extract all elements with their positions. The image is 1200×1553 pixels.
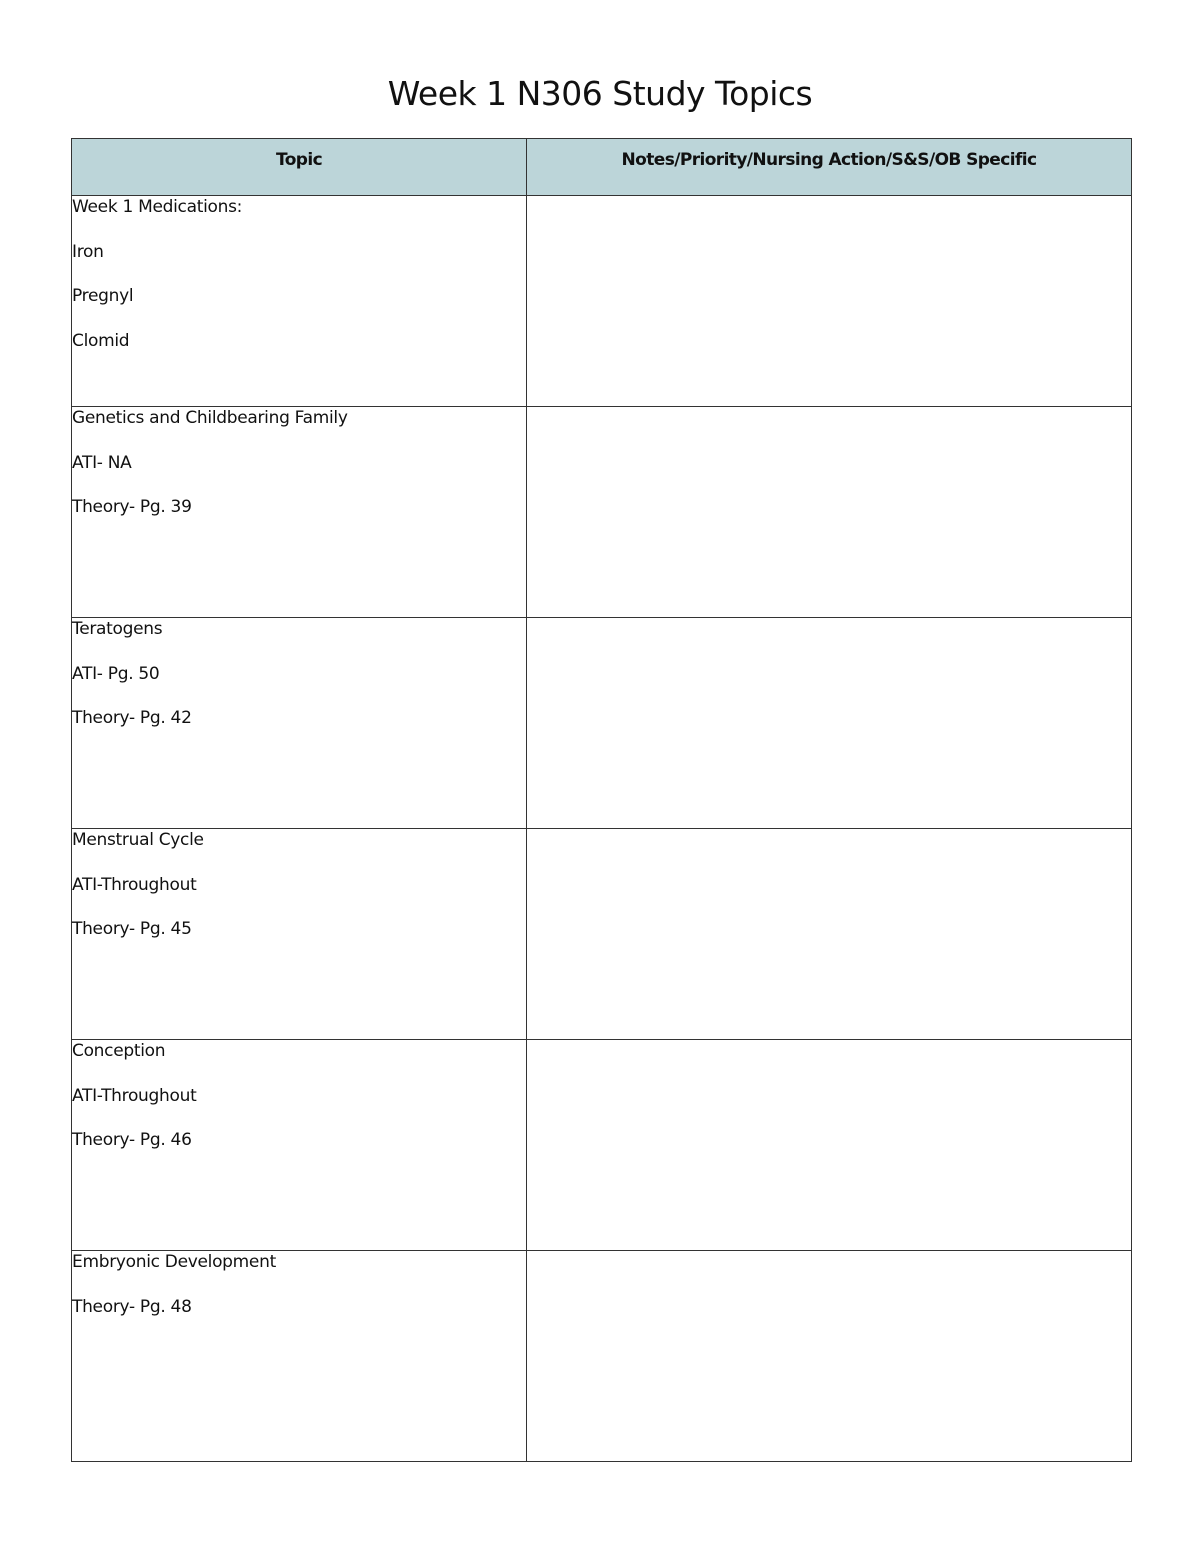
topic-line: Embryonic Development xyxy=(72,1252,276,1272)
topic-line: Teratogens xyxy=(72,619,163,639)
topic-line: Genetics and Childbearing Family xyxy=(72,408,348,428)
notes-column-header: Notes/Priority/Nursing Action/S&S/OB Specific xyxy=(527,139,1132,196)
table-row xyxy=(72,829,1132,1040)
topic-cell xyxy=(72,1251,527,1462)
notes-cell[interactable] xyxy=(527,196,1132,407)
page-title: Week 1 N306 Study Topics xyxy=(387,74,813,113)
table-row xyxy=(72,196,1132,407)
topic-line: ATI- Pg. 50 xyxy=(72,663,160,684)
topic-cell xyxy=(72,196,527,407)
topic-line: Menstrual Cycle xyxy=(72,830,204,850)
table-row xyxy=(72,407,1132,618)
topic-line: Theory- Pg. 45 xyxy=(72,919,192,939)
topic-line: Theory- Pg. 46 xyxy=(72,1130,192,1150)
table-row xyxy=(72,1040,1132,1251)
table-row xyxy=(72,1251,1132,1462)
topic-cell xyxy=(72,407,527,618)
study-topics-table xyxy=(71,138,1132,1462)
topic-cell xyxy=(72,618,527,829)
topic-line: Iron xyxy=(72,241,104,262)
topic-line: Pregnyl xyxy=(72,286,134,306)
topic-line: Conception xyxy=(72,1041,166,1061)
notes-cell[interactable] xyxy=(527,1040,1132,1251)
topic-cell xyxy=(72,829,527,1040)
topic-line: Clomid xyxy=(72,330,130,351)
notes-cell[interactable] xyxy=(527,1251,1132,1462)
notes-cell[interactable] xyxy=(527,618,1132,829)
notes-cell[interactable] xyxy=(527,829,1132,1040)
topic-line: ATI-Throughout xyxy=(72,874,197,895)
topic-cell xyxy=(72,1040,527,1251)
topic-line: Week 1 Medications: xyxy=(72,197,243,217)
table-row xyxy=(72,618,1132,829)
table-header-row xyxy=(72,139,1132,196)
topic-line: ATI-Throughout xyxy=(72,1085,197,1106)
notes-cell[interactable] xyxy=(527,407,1132,618)
topic-line: ATI- NA xyxy=(72,452,132,473)
topic-line: Theory- Pg. 39 xyxy=(72,497,192,517)
topic-line: Theory- Pg. 42 xyxy=(72,708,192,728)
topic-line: Theory- Pg. 48 xyxy=(72,1296,192,1317)
topic-column-header: Topic xyxy=(72,139,527,196)
